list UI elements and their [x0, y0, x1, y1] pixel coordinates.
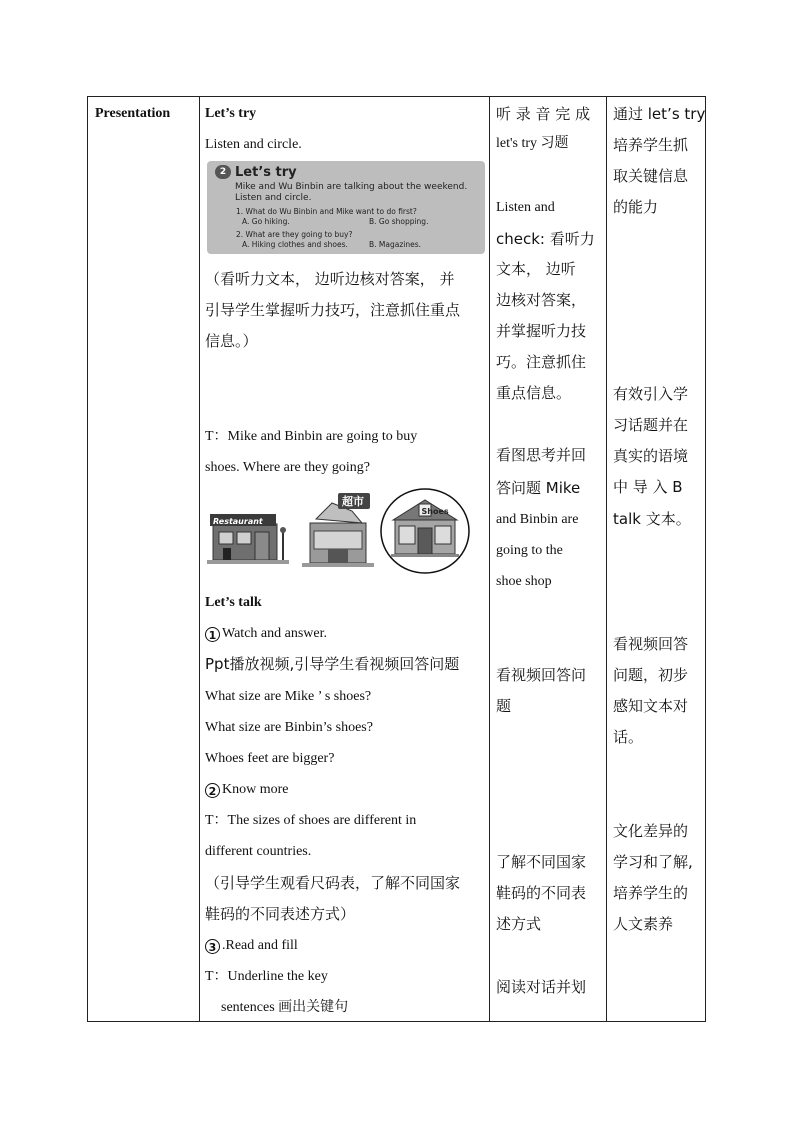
student-activity-text: 并掌握听力技	[496, 322, 587, 340]
textbook-option: B. Magazines.	[369, 240, 422, 249]
listening-note: 引导学生掌握听力技巧，注意抓住重点	[205, 301, 461, 319]
restaurant-icon	[207, 502, 289, 566]
student-activity-text: 了解不同国家	[496, 853, 587, 871]
teacher-question: T：Mike and Binbin are going to buy	[205, 429, 418, 444]
student-activity-text: 重点信息。	[496, 384, 572, 402]
purpose-text: 有效引入学	[613, 385, 689, 403]
purpose-text: 中 导 入 B	[613, 478, 683, 496]
purpose-text: 真实的语境	[613, 447, 689, 465]
purpose-text: 习话题并在	[613, 416, 689, 434]
student-activity-text: 题	[496, 697, 512, 715]
student-activity-text: 鞋码的不同表	[496, 884, 587, 902]
teacher-instruction: sentences 画出关键句	[221, 1000, 349, 1015]
purpose-text: 看视频回答	[613, 635, 689, 653]
stage-label: Presentation	[95, 106, 171, 121]
video-question: What size are Mike ’ s shoes?	[205, 689, 372, 704]
textbook-option: B. Go shopping.	[369, 217, 429, 226]
purpose-text: 话。	[613, 728, 644, 746]
purpose-text: 文化差异的	[613, 822, 689, 840]
textbook-excerpt-image	[207, 161, 485, 254]
student-activity-text: going to the	[496, 543, 563, 558]
listen-circle-instruction: Listen and circle.	[205, 137, 302, 152]
step-watch-answer	[205, 625, 327, 643]
teacher-statement: T：The sizes of shoes are different in	[205, 813, 417, 828]
step-label: Know more	[222, 782, 289, 797]
purpose-text: 人文素养	[613, 915, 674, 933]
supermarket-sign-text: 超市	[342, 495, 364, 508]
purpose-text: talk 文本。	[613, 510, 691, 528]
section-badge: 2	[215, 165, 231, 179]
video-question: Whoes feet are bigger?	[205, 751, 335, 766]
design-purpose-column	[606, 97, 707, 1021]
student-activity-text: 听 录 音 完 成	[496, 105, 591, 123]
textbook-title: Let’s try	[235, 165, 297, 180]
teacher-statement: different countries.	[205, 844, 312, 859]
lets-try-heading: Let’s try	[205, 106, 257, 121]
student-activity-text: 答问题 Mike	[496, 479, 581, 497]
teacher-instruction: T：Underline the key	[205, 969, 328, 984]
video-question: What size are Binbin’s shoes?	[205, 720, 373, 735]
student-activity-column	[489, 97, 606, 1021]
step-label: Watch and answer.	[222, 626, 327, 641]
student-activity-text: 阅读对话并划	[496, 978, 587, 996]
size-chart-note: 鞋码的不同表述方式）	[205, 905, 356, 923]
student-activity-text: check: 看听力	[496, 230, 595, 248]
textbook-option: A. Go hiking.	[242, 217, 290, 226]
student-activity-text: 边核对答案，	[496, 291, 587, 309]
purpose-text: 取关键信息	[613, 167, 689, 185]
purpose-text: 通过 let’s try	[613, 105, 706, 123]
student-activity-text: 看视频回答问	[496, 666, 587, 684]
student-activity-text: Listen and	[496, 200, 555, 215]
student-activity-text: 述方式	[496, 915, 542, 933]
size-chart-note: （引导学生观看尺码表，了解不同国家	[205, 874, 461, 892]
restaurant-sign-text: Restaurant	[213, 517, 263, 526]
student-activity-text: 看图思考并回	[496, 446, 587, 464]
purpose-text: 感知文本对	[613, 697, 689, 715]
purpose-text: 学习和了解,	[613, 853, 693, 871]
purpose-text: 培养学生的	[613, 884, 689, 902]
purpose-text: 问题，初步	[613, 666, 689, 684]
step-number: 3	[205, 939, 220, 954]
student-activity-text: 巧。注意抓住	[496, 353, 587, 371]
textbook-question: 1. What do Wu Binbin and Mike want to do first?	[236, 207, 417, 216]
student-activity-text: shoe shop	[496, 574, 552, 589]
step-number: 2	[205, 783, 220, 798]
textbook-question: 2. What are they going to buy?	[236, 230, 353, 239]
student-activity-text: 文本， 边听	[496, 260, 576, 278]
textbook-intro: Listen and circle.	[235, 193, 312, 203]
ppt-instruction: Ppt播放视频,引导学生看视频回答问题	[205, 655, 460, 673]
listening-note: 信息。）	[205, 332, 258, 350]
step-read-fill	[205, 937, 298, 955]
purpose-text: 培养学生抓	[613, 136, 689, 154]
student-activity-text: let's try 习题	[496, 136, 569, 151]
student-activity-text: and Binbin are	[496, 512, 579, 527]
shoe-shop-icon	[379, 486, 471, 576]
lesson-plan-table	[87, 96, 706, 1022]
lets-talk-heading: Let’s talk	[205, 595, 262, 610]
textbook-option: A. Hiking clothes and shoes.	[242, 240, 348, 249]
step-number: 1	[205, 627, 220, 642]
textbook-intro: Mike and Wu Binbin are talking about the weekend.	[235, 182, 468, 192]
step-label: .Read and fill	[222, 938, 298, 953]
stage-column	[88, 97, 199, 1021]
purpose-text: 的能力	[613, 198, 659, 216]
step-know-more	[205, 781, 289, 799]
shoe-shop-sign-text: Shoes	[421, 507, 449, 516]
listening-note: （看听力文本， 边听边核对答案， 并	[205, 270, 455, 288]
supermarket-icon	[302, 489, 374, 567]
teacher-question: shoes. Where are they going?	[205, 460, 370, 475]
